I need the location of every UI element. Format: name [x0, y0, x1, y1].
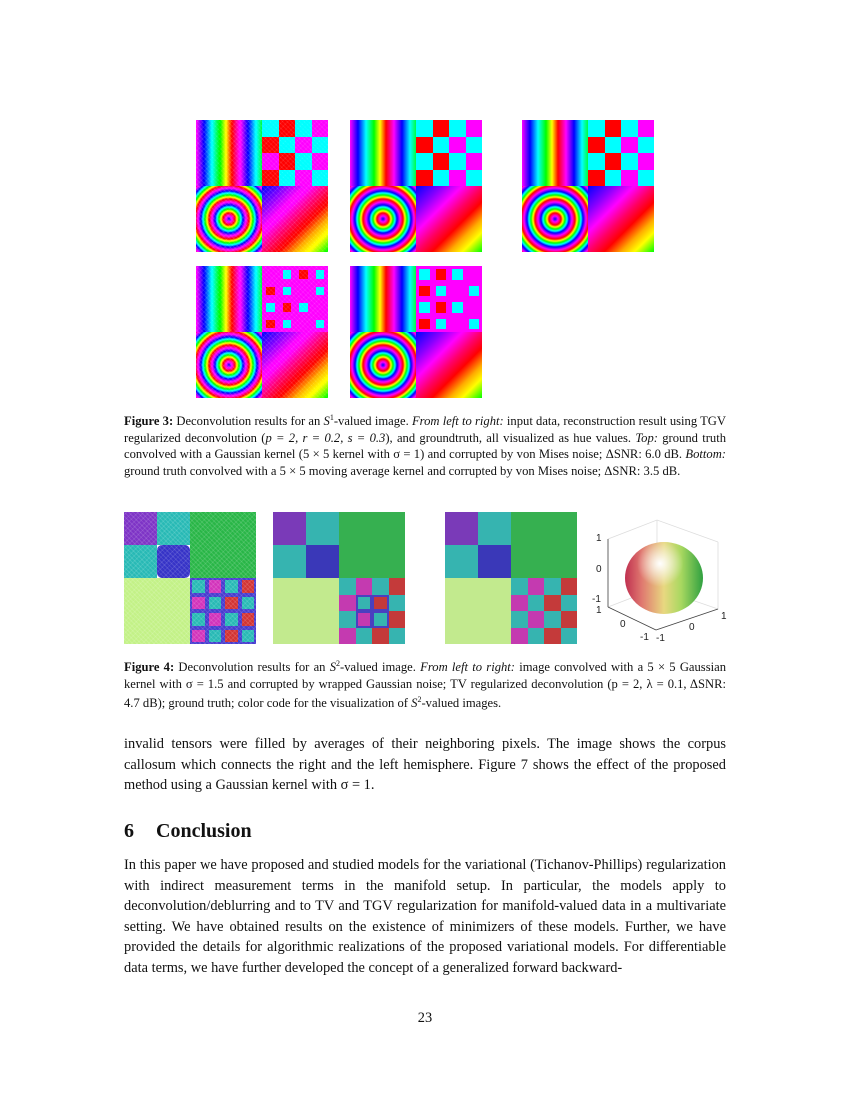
figure-3-label: Figure 3:	[124, 414, 174, 429]
fig3-top-input-image	[196, 120, 328, 252]
fig3-groundtruth-image	[522, 120, 654, 252]
figure-3-caption: Figure 3: Deconvolution results for an $S^1$-valued image. From left to right: input data, reconstruction result using TGV regularized deconvolution (p = 2, r = 0.2, s = 0.3), and groundtruth, all visualized as hue values. Top: ground truth convolved with a Gaussian kernel (5 × 5 kernel with σ = 1) and corrupted by von Mises noise; ΔSNR: 6.0 dB. Bottom: ground truth convolved with a 5 × 5 moving average kernel and corrupted by von Mises noise; ΔSNR: 3.5 dB.	[124, 413, 726, 478]
fig4-reconstruction-image	[273, 512, 405, 644]
fig4-input-image	[124, 512, 256, 644]
fig3-bottom-reconstruction-image	[350, 266, 482, 398]
fig3-bottom-input-image	[196, 266, 328, 398]
fig4-groundtruth-image	[445, 512, 577, 644]
figure-4-label: Figure 4:	[124, 660, 175, 675]
section-number: 6	[124, 820, 134, 842]
color-sphere	[625, 542, 703, 614]
body-paragraph-1: invalid tensors were filled by averages of their neighboring pixels. The image shows the corpus callosum which connects the right and the left hemisphere. Figure 7 shows the effect of the proposed method using a Gaussian kernel with σ = 1.	[124, 736, 726, 793]
section-title: Conclusion	[156, 820, 252, 842]
body-paragraph-conclusion: In this paper we have proposed and studied models for the variational (Tichanov-Phillips) regularization with indirect measurement terms in the manifold setup. In particular, the models apply to deconvolution/deblurring and to TV and TGV regularization for manifold-valued data in a multivariate setting. We have obtained results on the existence of minimizers of these models. Further, we have provided the details for algorithmic realizations of the proposed variational models. For differentiable data terms, we have further developed the concept of a generalized forward backward-	[124, 857, 726, 976]
section-heading	[124, 820, 252, 843]
checker-pattern	[262, 120, 328, 186]
page-number: 23	[417, 1010, 433, 1026]
fig3-top-reconstruction-image	[350, 120, 482, 252]
fig4-sphere-color-code: 1 0 -1 1 0 -1 -1 0 1	[592, 512, 732, 650]
figure-4-caption: Figure 4: Deconvolution results for an $S^2$-valued image. From left to right: image convolved with a 5 × 5 Gaussian kernel with σ = 1.5 and corrupted by wrapped Gaussian noise; TV regularized deconvolution (p = 2, λ = 0.1, ΔSNR: 4.7 dB); ground truth; color code for the visualization of $S^2$-valued images.	[124, 659, 726, 711]
